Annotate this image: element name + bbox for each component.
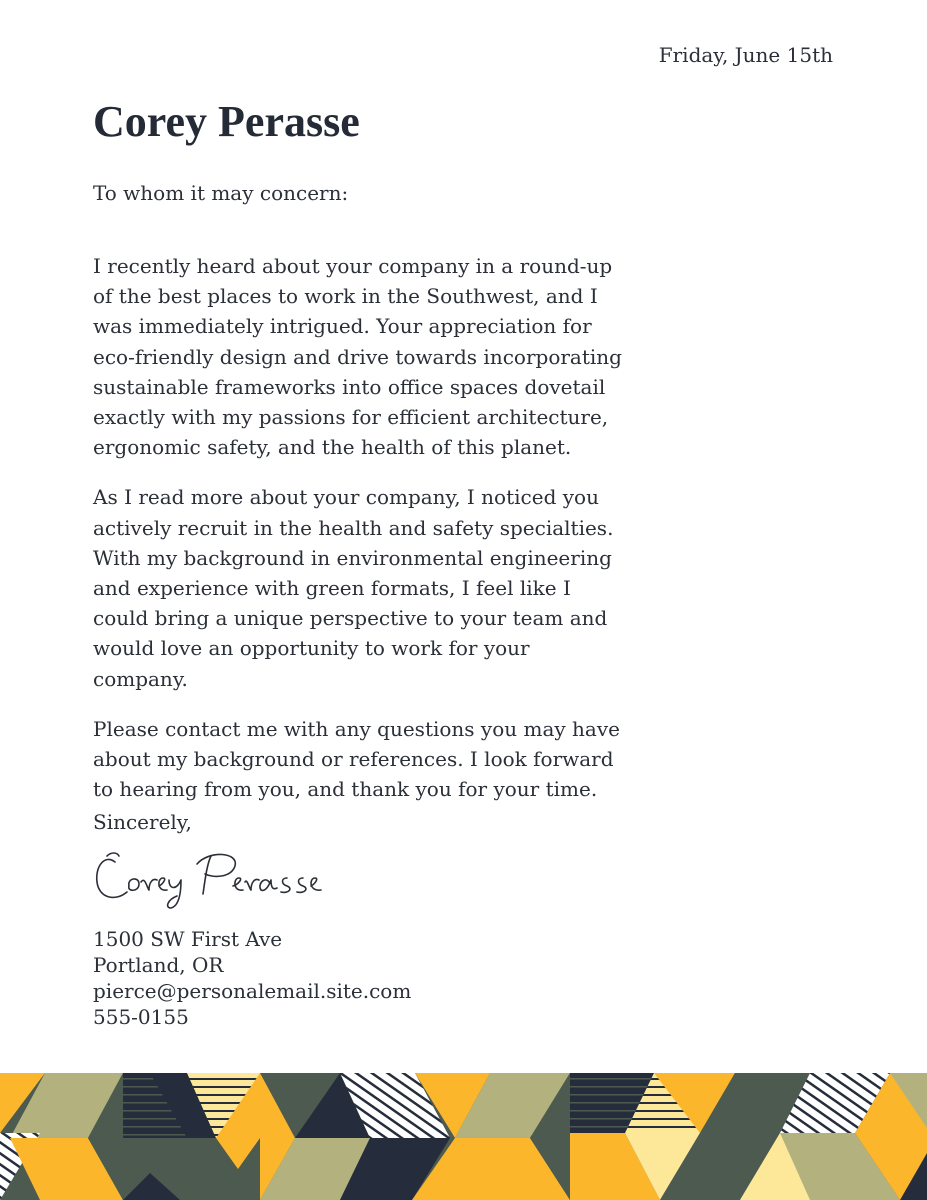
sender-name: Corey Perasse <box>93 97 360 146</box>
body-paragraph-3: Please contact me with any questions you may have about my background or references. I look forward to hearing from you, and thank you for your time. <box>93 716 620 802</box>
address-line-2: Portland, OR <box>93 953 224 977</box>
letter-date: Friday, June 15th <box>658 43 833 67</box>
salutation: To whom it may concern: <box>93 181 349 205</box>
address-line-1: 1500 SW First Ave <box>93 927 283 951</box>
body-paragraph-2: As I read more about your company, I noticed you actively recruit in the health and safety specialties. With my background in environmental engineering and experience with green formats, I feel like I could bring a unique perspective to your team and would love an opportunity to work for your company. <box>93 485 614 691</box>
phone-number: 555-0155 <box>93 1005 189 1029</box>
contact-block <box>93 926 411 1030</box>
closing: Sincerely, <box>93 810 192 834</box>
body-paragraph-1: I recently heard about your company in a round-up of the best places to work in the Southwest, and I was immediately intrigued. Your appreciation for eco-friendly design and drive towards incorporating sustainable frameworks into office spaces dovetail exactly with my passions for efficient architecture, ergonomic safety, and the health of this planet. <box>93 254 622 460</box>
email-address: pierce@personalemail.site.com <box>93 979 412 1003</box>
geometric-pattern-footer <box>0 1073 927 1200</box>
handwritten-signature <box>93 844 353 914</box>
letter-body <box>93 251 623 824</box>
